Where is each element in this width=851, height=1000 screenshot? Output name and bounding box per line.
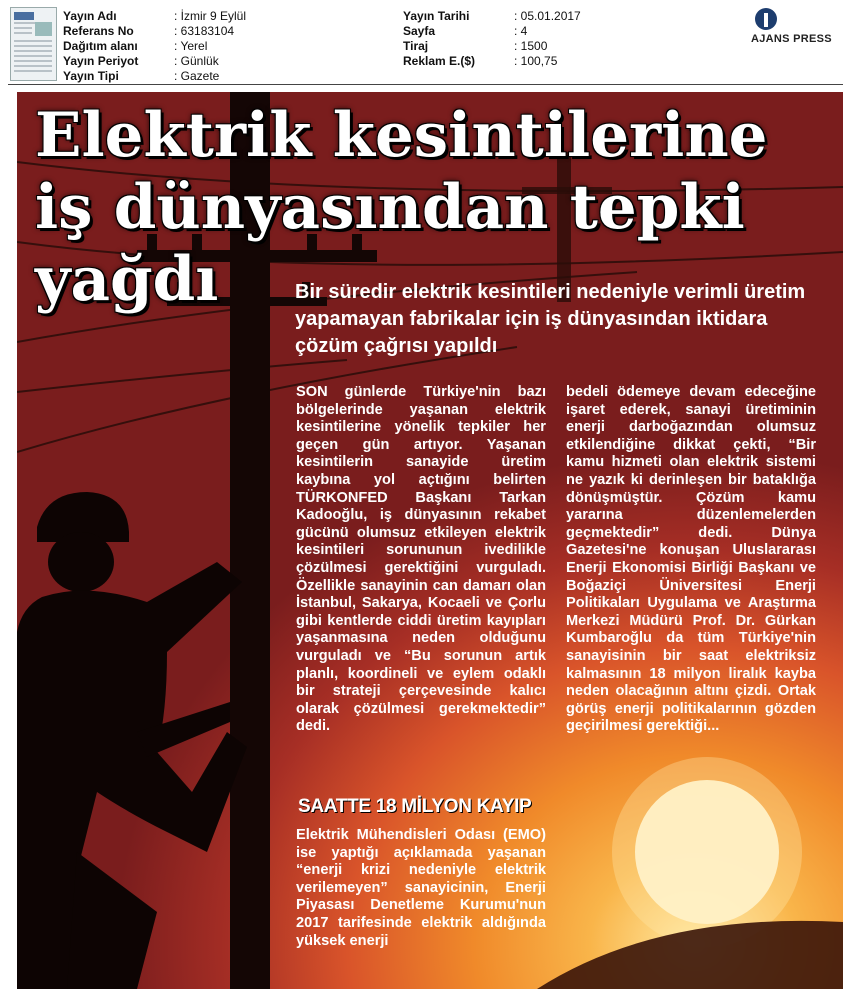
field-value: : 100,75 [514, 54, 558, 68]
publication-info [63, 9, 383, 84]
field-label: Yayın Periyot [63, 54, 139, 68]
field-label: Referans No [63, 24, 134, 38]
field-value: : Yerel [174, 39, 208, 53]
clipping-header [0, 0, 851, 86]
field-value: : 1500 [514, 39, 548, 53]
field-label: Tiraj [403, 39, 429, 53]
field-label: Yayın Adı [63, 9, 117, 23]
field-dagitim-alani [63, 39, 383, 54]
news-clipping [17, 92, 843, 989]
field-yayin-tarihi [403, 9, 723, 24]
logo-text: AJANS PRESS [751, 33, 832, 45]
field-label: Yayın Tipi [63, 69, 119, 83]
field-value: : 63183104 [174, 24, 235, 38]
field-value: : Günlük [174, 54, 219, 68]
field-label: Dağıtım alanı [63, 39, 138, 53]
article-column-2: bedeli ödemeye devam edeceğine işaret ederek, sanayi üretiminin enerji darboğazından olumsuz etkilendiğine dikkat çekti, “Bir kamu hizmeti olan elektrik sistemi ne yazık ki derinleşen bir bataklığa dönüşmüştür. Çözüm kamu yararına düzenlemelerden geçmektedir” dedi. Dünya Gazetesi'ne konuşan Uluslararası Enerji Ekonomisi Birliği Başkanı ve Boğaziçi Üniversitesi Enerji Politikaları Uygulama ve Araştırma Merkezi Müdürü Prof. Dr. Gürkan Kumbaroğlu da tüm Türkiye'nin sanayisinin bir saat elektriksiz kalmasının 18 milyon liralık kayba neden olacağının altını çizdi. Ortak görüş enerji politikalarının gözden geçirilmesi gerektiği... [566, 384, 816, 735]
field-value: : 05.01.2017 [514, 9, 581, 23]
field-value: : İzmir 9 Eylül [174, 9, 247, 23]
field-value: : 4 [514, 24, 528, 38]
field-label: Yayın Tarihi [403, 9, 470, 23]
field-sayfa [403, 24, 723, 39]
field-yayin-adi [63, 9, 383, 24]
article-subheadline: Bir süredir elektrik kesintileri nedeniyle verimli üretim yapamayan fabrikalar için iş dünyasından iktidara çözüm çağrısı yapıldı [295, 281, 806, 357]
field-tiraj [403, 39, 723, 54]
article-subtitle: SAATTE 18 MİLYON KAYIP [298, 796, 532, 817]
page-thumbnail [10, 7, 57, 81]
field-value: : Gazete [174, 69, 220, 83]
field-label: Sayfa [403, 24, 436, 38]
article-column-1: SON günlerde Türkiye'nin bazı bölgelerinde yaşanan elektrik kesintilerine yönelik tepkiler her geçen gün artıyor. Yaşanan kesintilerin sanayide üretim kaybına yol açtığını belirten TÜRKONFED Başkanı Tarkan Kadooğlu, iş dünyasının rekabet gücünü olumsuz etkileyen elektrik kesintileri sorununun ivedilikle çözülmesi gerektiğini vurguladı. Özellikle sanayinin can damarı olan İstanbul, Sakarya, Kocaeli ve Çorlu gibi kentlerde ciddi üretim kayıpları yaşanmasına neden olduğunu vurguladı ve “Bu sorunun artık planlı, koordineli ve eylem odaklı bir strateji çerçevesinde kalıcı olarak çözülmesi gerekmektedir” dedi. [296, 384, 546, 735]
field-yayin-tipi [63, 69, 383, 84]
field-referans-no [63, 24, 383, 39]
ajans-press-logo [747, 8, 843, 48]
lineman-silhouette [17, 492, 247, 989]
ajans-press-logo-icon [755, 8, 777, 30]
publication-stats [403, 9, 723, 69]
article-column-1-continued: Elektrik Mühendisleri Odası (EMO) ise yaptığı açıklamada yaşanan “enerji krizi nedeniyle elektrik verilemeyen” sanayicinin, Enerji Piyasası Denetleme Kurumu'nun 2017 tarifesinde elektrik aldığında yüksek enerji [296, 827, 546, 949]
header-divider [8, 84, 843, 85]
article-headline: Elektrik kesintilerine iş dünyasından tepki yağdı [35, 100, 768, 315]
field-label: Reklam E.($) [403, 54, 476, 68]
field-yayin-periyot [63, 54, 383, 69]
field-reklam [403, 54, 723, 69]
